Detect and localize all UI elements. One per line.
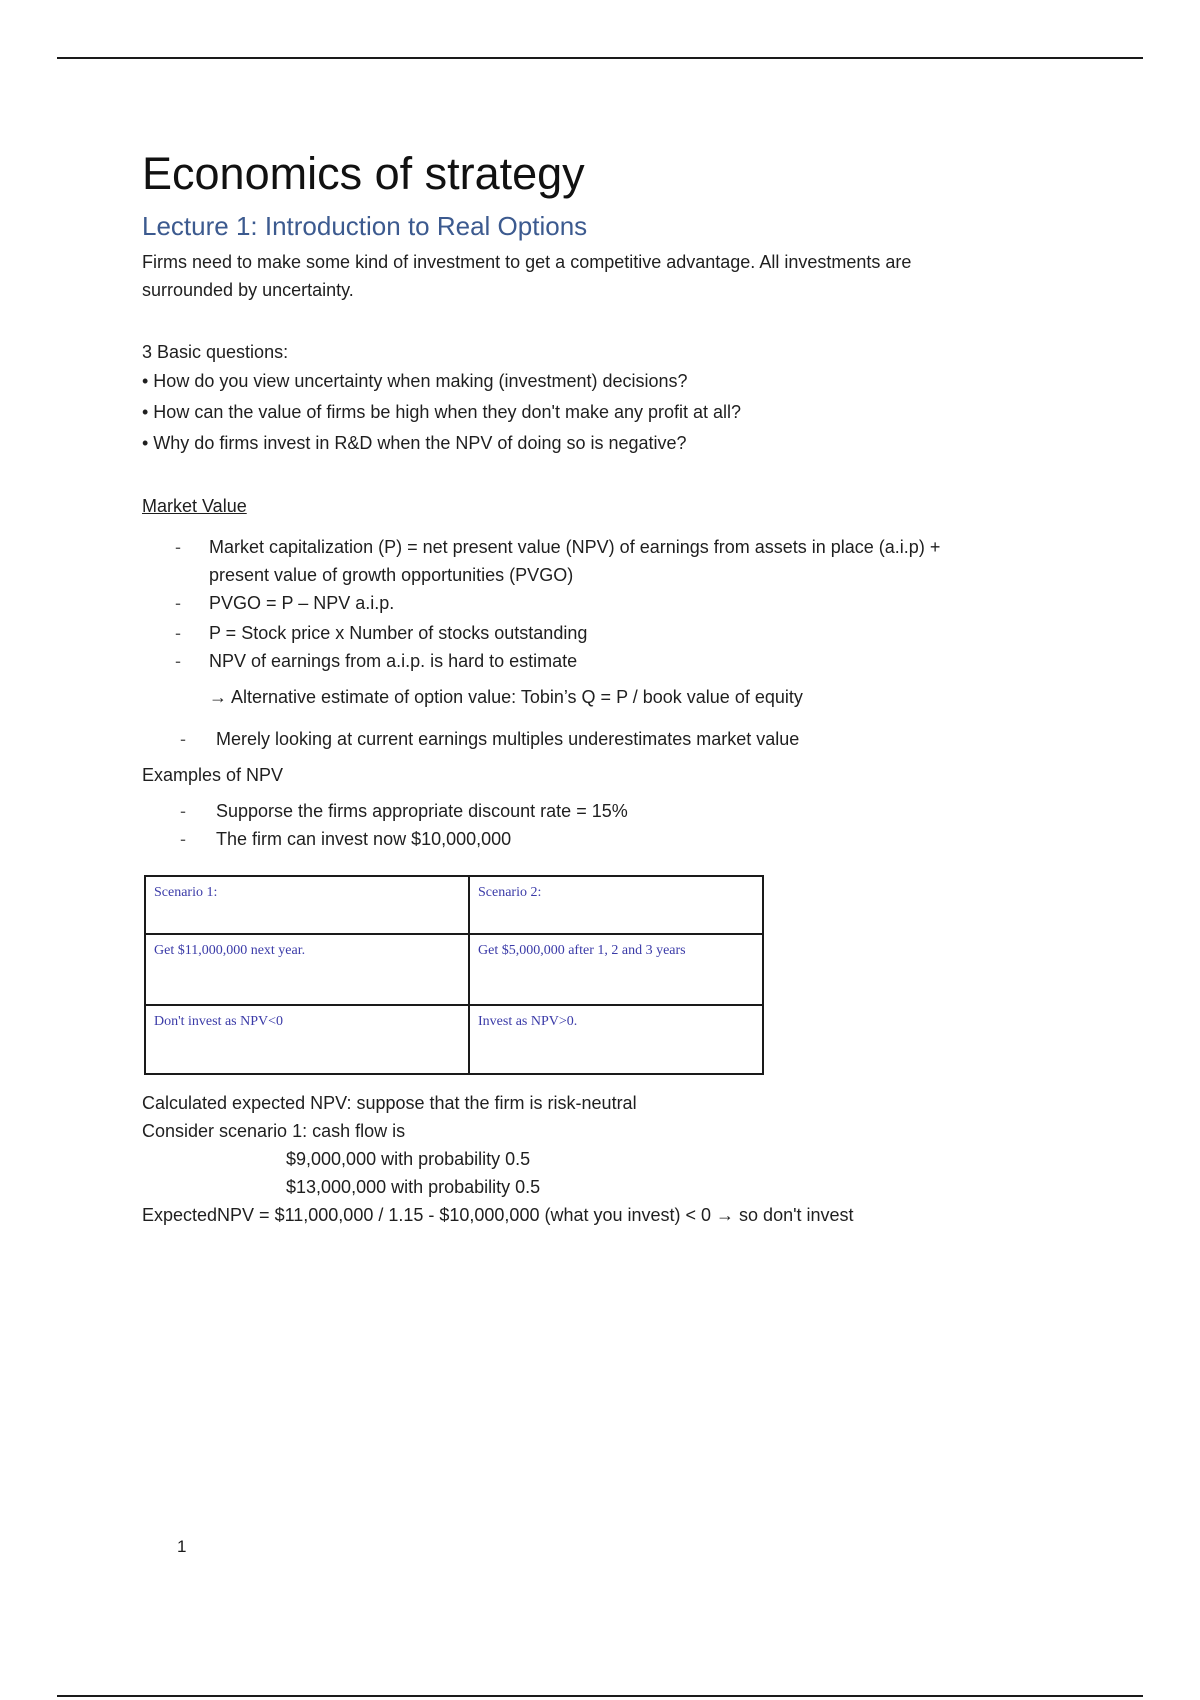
table-row (145, 934, 763, 1005)
dash-marker: - (180, 801, 186, 821)
item-text: NPV of earnings from a.i.p. is hard to estimate (209, 651, 578, 671)
item-text: Merely looking at current earnings multiples underestimates market value (216, 729, 800, 749)
dash-marker: - (175, 623, 181, 643)
question-item: • Why do firms invest in R&D when the NPV of doing so is negative? (142, 433, 687, 453)
dash-marker: - (180, 829, 186, 849)
calc-line: Calculated expected NPV: suppose that the firm is risk-neutral (142, 1093, 637, 1113)
calc-line: $13,000,000 with probability 0.5 (286, 1177, 541, 1197)
list-item (142, 589, 1042, 617)
item-text: P = Stock price x Number of stocks outstanding (209, 623, 588, 643)
intro-line-1: Firms need to make some kind of investment to get a competitive advantage. All investments are (142, 252, 912, 272)
item-text: Market capitalization (P) = net present value (NPV) of earnings from assets in place (a.i.p) + (209, 537, 941, 557)
dash-marker: - (180, 729, 186, 749)
market-value-list (142, 533, 1042, 675)
list-item (142, 797, 1042, 825)
list-item (142, 619, 1042, 647)
intro-line-2: surrounded by uncertainty. (142, 280, 354, 300)
item-text: PVGO = P – NPV a.i.p. (209, 593, 395, 613)
header-rule (57, 57, 1143, 59)
list-item (142, 533, 1042, 589)
table-cell: Scenario 1: (145, 876, 469, 934)
list-item (142, 725, 1042, 753)
table-cell: Scenario 2: (469, 876, 763, 934)
npv-examples-list (142, 797, 1042, 853)
item-text: present value of growth opportunities (PVGO) (209, 565, 574, 585)
list-item (142, 825, 1042, 853)
table-cell: Get $5,000,000 after 1, 2 and 3 years (469, 934, 763, 1005)
table-row (145, 1005, 763, 1074)
page-number: 1 (177, 1537, 187, 1556)
table-cell: Don't invest as NPV<0 (145, 1005, 469, 1074)
questions-heading: 3 Basic questions: (142, 342, 289, 362)
scenario-table (144, 875, 764, 1075)
calc-line: Consider scenario 1: cash flow is (142, 1121, 406, 1141)
table-cell: Get $11,000,000 next year. (145, 934, 469, 1005)
dash-marker: - (175, 537, 181, 557)
question-item: • How can the value of firms be high when they don't make any profit at all? (142, 402, 742, 422)
market-value-heading: Market Value (142, 496, 247, 516)
expected-npv-line: ExpectedNPV = $11,000,000 / 1.15 - $10,000,000 (what you invest) < 0 → so don't invest (142, 1205, 854, 1225)
document-title: Economics of strategy (142, 148, 585, 199)
table-cell: Invest as NPV>0. (469, 1005, 763, 1074)
footer-rule (57, 1695, 1143, 1697)
dash-marker: - (175, 651, 181, 671)
table-row (145, 876, 763, 934)
tobins-q-note: → Alternative estimate of option value: Tobin’s Q = P / book value of equity (209, 687, 803, 707)
npv-examples-heading: Examples of NPV (142, 765, 284, 785)
item-text: Supporse the firms appropriate discount rate = 15% (216, 801, 628, 821)
list-item (142, 647, 1042, 675)
item-text: The firm can invest now $10,000,000 (216, 829, 512, 849)
lecture-subtitle: Lecture 1: Introduction to Real Options (142, 211, 588, 241)
dash-marker: - (175, 593, 181, 613)
market-value-list-continued (142, 725, 1042, 753)
document-page (142, 146, 1042, 1229)
calc-line: $9,000,000 with probability 0.5 (286, 1149, 531, 1169)
question-item: • How do you view uncertainty when making (investment) decisions? (142, 371, 688, 391)
